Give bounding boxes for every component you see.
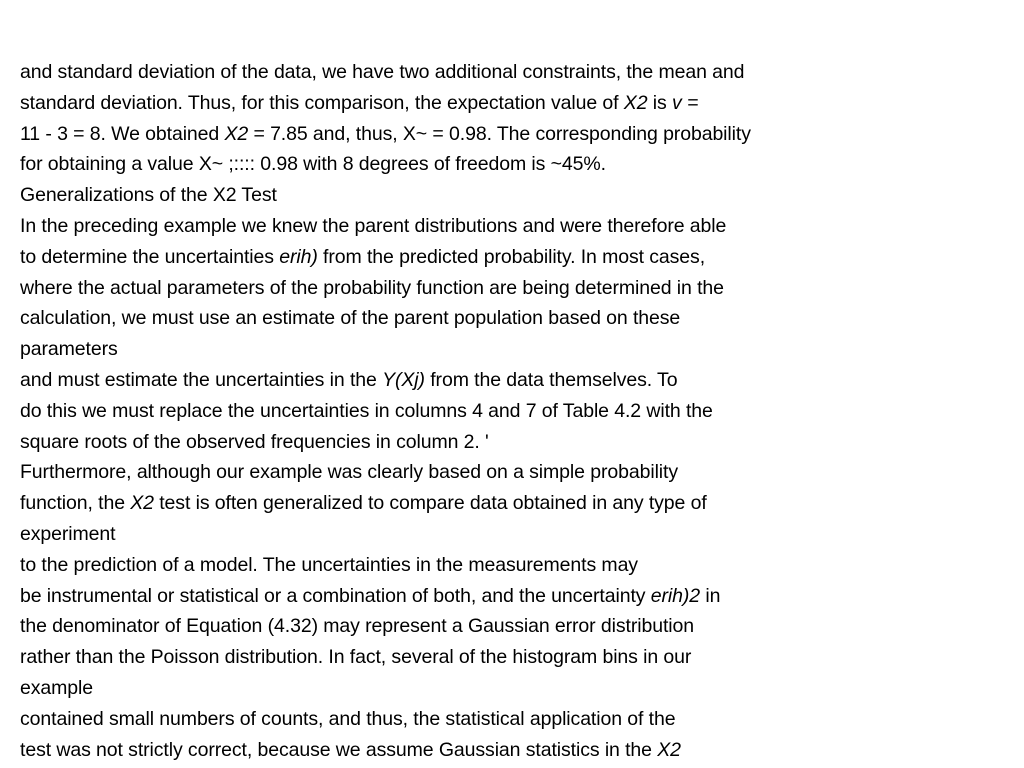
text-segment: Generalizations of the X2 Test: [20, 184, 277, 207]
text-segment: is: [647, 91, 672, 114]
text-line: [20, 57, 1010, 88]
text-line: [20, 88, 1010, 119]
text-segment: 11 - 3 = 8. We obtained: [20, 122, 225, 145]
text-segment: for obtaining a value X~ ;:::: 0.98 with 8 degrees of freedom is ~45%.: [20, 153, 606, 176]
text-body: [20, 57, 1010, 765]
italic-text: erih)2: [650, 584, 701, 607]
text-segment: and standard deviation of the data, we have two additional constraints, the mean and: [20, 61, 745, 83]
text-line: [20, 488, 1010, 519]
text-segment: from the data themselves. To: [424, 368, 678, 391]
text-line: [20, 519, 1010, 550]
text-segment: be instrumental or statistical or a combination of both, and the uncertainty: [20, 584, 651, 607]
text-line: [20, 427, 1010, 458]
text-segment: from the predicted probability. In most cases,: [317, 245, 706, 268]
italic-text: X2: [224, 122, 249, 145]
text-line: [20, 242, 1010, 273]
text-segment: square roots of the observed frequencies in column 2. ': [20, 430, 489, 453]
text-line: [20, 611, 1010, 642]
text-line: [20, 273, 1010, 304]
text-segment: Furthermore, although our example was clearly based on a simple probability: [20, 461, 679, 484]
italic-text: X2: [130, 492, 154, 515]
text-segment: test is often generalized to compare data obtained in any type of: [153, 492, 707, 515]
text-segment: test was not strictly correct, because we assume Gaussian statistics in the: [20, 738, 658, 761]
text-line: [20, 334, 1010, 365]
italic-text: X2: [623, 91, 648, 114]
text-line: [20, 673, 1010, 704]
italic-text: v =: [671, 91, 699, 114]
text-line: [20, 735, 1010, 766]
text-segment: example: [20, 676, 94, 699]
italic-text: erih): [279, 245, 318, 268]
text-line: [20, 180, 1010, 211]
text-segment: In the preceding example we knew the parent distributions and were therefore able: [20, 214, 727, 237]
text-segment: parameters: [20, 338, 118, 361]
text-segment: to determine the uncertainties: [20, 245, 280, 268]
text-segment: to the prediction of a model. The uncertainties in the measurements may: [20, 553, 638, 576]
text-line: [20, 704, 1010, 735]
text-segment: the denominator of Equation (4.32) may represent a Gaussian error distribution: [20, 615, 694, 638]
text-line: [20, 550, 1010, 581]
text-line: [20, 396, 1010, 427]
italic-text: X2: [657, 738, 681, 761]
text-line: [20, 457, 1010, 488]
text-line: [20, 303, 1010, 334]
text-segment: = 7.85 and, thus, X~ = 0.98. The corresponding probability: [248, 122, 751, 145]
text-segment: and must estimate the uncertainties in the: [20, 368, 383, 391]
text-line: [20, 119, 1010, 150]
text-segment: calculation, we must use an estimate of the parent population based on these: [20, 307, 681, 330]
text-segment: in: [700, 584, 721, 607]
text-segment: function, the: [20, 492, 131, 515]
text-line: [20, 365, 1010, 396]
text-segment: do this we must replace the uncertainties in columns 4 and 7 of Table 4.2 with the: [20, 399, 713, 422]
italic-text: Y(Xj): [382, 368, 425, 391]
text-segment: contained small numbers of counts, and thus, the statistical application of the: [20, 707, 676, 730]
text-segment: experiment: [20, 522, 116, 545]
text-line: [20, 581, 1010, 612]
text-segment: rather than the Poisson distribution. In fact, several of the histogram bins in our: [20, 646, 692, 669]
text-line: [20, 149, 1010, 180]
text-segment: where the actual parameters of the probability function are being determined in the: [20, 276, 724, 299]
text-line: [20, 642, 1010, 673]
text-segment: standard deviation. Thus, for this comparison, the expectation value of: [20, 91, 624, 114]
text-line: [20, 211, 1010, 242]
